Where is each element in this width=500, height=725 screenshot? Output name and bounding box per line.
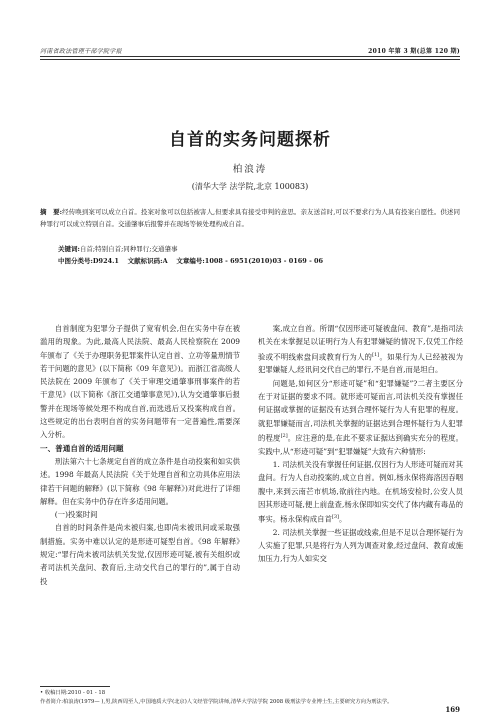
issue-header: 2010 年第 3 期(总第 120 期) xyxy=(368,48,460,55)
section-heading-1: 一、普通自首的适用问题 xyxy=(40,443,124,453)
journal-header: 河南省政法管理干部学院学报 xyxy=(40,48,122,55)
right-paragraph-2-text: 问题是,如何区分“形迹可疑”和“犯罪嫌疑”?二者主要区分在于对证据的要求不同。就形迹可疑而言,司法机关没有掌握任何证据或掌握的证据没有达到合理怀疑行为人有犯罪的程度。就犯罪嫌疑而言,司法机关掌握的证据达到合理怀疑行为人犯罪的程度 xyxy=(258,378,463,443)
keywords-label: 关键词: xyxy=(58,245,80,253)
article-title: 自首的实务问题探析 xyxy=(169,130,331,150)
keywords-text: 自首;特别自首;同种罪行;交通肇事 xyxy=(79,245,178,253)
right-paragraph-2 xyxy=(258,377,463,458)
author-name: 柏浪涛 xyxy=(232,164,268,175)
right-paragraph-3-text: 1. 司法机关没有掌握任何证据,仅因行为人形迹可疑而对其盘问。行为人自动投案的,成立自首。例如,杨永保将海洛因吞咽腹中,来到云南芒市机场,欲前往内地。在机场安检时,公安人员因其形迹可疑,便上前盘查,杨永保即如实交代了体内藏有毒品的事实。杨永保构成自首 xyxy=(258,459,463,524)
keywords xyxy=(58,244,460,255)
clc-value: D924.1 xyxy=(92,257,119,265)
right-paragraph-3-tail: 。 xyxy=(339,514,347,524)
right-paragraph-4: 2. 司法机关掌握一些证据或线索,但是不足以合理怀疑行为人实施了犯罪,只是将行为人列为调查对象,经过盘问、教育或施加压力,行为人如实交 xyxy=(258,527,463,564)
subsection-1-paragraph: 自首的时间条件是尚未被归案,也即尚未被讯问或采取强制措施。实务中难以认定的是形迹可疑型自首。《98 年解释》规定:“罪行尚未被司法机关发觉,仅因形迹可疑,被有关组织或者司法机关盘问、教育后,主动交代自己的罪行的”,属于自动投 xyxy=(40,523,240,586)
page-number: 169 xyxy=(445,705,460,714)
abstract-label: 摘 要: xyxy=(40,208,63,216)
abstract xyxy=(40,207,460,230)
citation-ref: [2] xyxy=(280,432,288,439)
right-column xyxy=(258,322,463,566)
right-paragraph-1-tail: 。如果行为人已经被视为犯罪嫌疑人,经讯问交代自己的罪行,不是自首,而是坦白。 xyxy=(258,352,463,375)
right-paragraph-1 xyxy=(258,322,463,377)
article-number-label: 文章编号: xyxy=(176,257,205,265)
citation-ref: [1] xyxy=(372,351,380,358)
doc-code-value: A xyxy=(162,257,168,265)
right-paragraph-3 xyxy=(258,458,463,526)
clc-label: 中图分类号: xyxy=(58,257,93,265)
right-paragraph-1-text: 案,成立自首。所谓“仅因形迹可疑被盘问、教育”,是指司法机关在未掌握足以证明行为人有犯罪嫌疑的情况下,仅凭工作经验或不明线索盘问或教育行为人的 xyxy=(258,324,463,362)
affiliation: (清华大学 法学院,北京 100083) xyxy=(191,182,309,191)
classification-line xyxy=(58,256,460,267)
section-1-paragraph: 刑法第六十七条规定自首的成立条件是自动投案和如实供述。1998 年最高人民法院《关于处理自首和立功具体应用法律若干问题的解释》(以下简称《98 年解释》)对此进行了详细解释。但在实务中仍存在许多适用问题。 xyxy=(40,456,240,506)
footnote xyxy=(40,689,460,707)
header-rule xyxy=(40,56,460,60)
intro-paragraph: 自首制度为犯罪分子提供了宽宥机会,但在实务中存在被滥用的现象。为此,最高人民法院、最高人民检察院在 2009 年颁布了《关于办理职务犯罪案件认定自首、立功等量刑情节若干问题的意见》(以下简称《09 年意见》)。而浙江省高级人民法院在 2009 年颁布了《关于审理交通肇事刑事案件的若干意见》(以下简称《浙江交通肇事意见》),认为交通肇事后报警并在现场等候处理不构成自首,而选逃后又投案构成自首。这些规定的出台表明自首的实务问题带有一定普遍性,需要深入分析。 xyxy=(40,324,240,440)
doc-code-label: 文献标识码: xyxy=(127,257,163,265)
received-date: • 收稿日期:2010 - 01 - 18 xyxy=(40,690,106,696)
article-number-value: 1008 - 6951(2010)03 - 0169 - 06 xyxy=(204,257,324,265)
right-paragraph-2-tail: 。应注意的是,在此不要求证据达到确实充分的程度。实践中,从“形迹可疑”到“犯罪嫌疑”大致有六种情形: xyxy=(258,433,463,456)
left-column xyxy=(40,322,240,588)
author-bio: 作者简介:柏浪涛(1979— ),男,陕西周至人,中国地质大学(北京)人文经管学院讲师,清华大学法学院 2008 级刑法学专业博士生,主要研究方向为刑法学。 xyxy=(40,699,393,705)
subsection-heading-1: (一)投案时间 xyxy=(54,510,98,520)
footnote-rule xyxy=(40,686,110,687)
citation-ref: [3] xyxy=(331,514,340,521)
received-date-text: 收稿日期:2010 - 01 - 18 xyxy=(44,690,106,696)
abstract-text: 经传唤到案可以成立自首。投案对象可以包括被害人,但要求具有接受审判的意思。亲友送首时,可以不要求行为人具有投案自愿性。供述同种罪行可以成立特别自首。交通肇事后报警并在现场等候处理构成自首。 xyxy=(40,208,460,228)
